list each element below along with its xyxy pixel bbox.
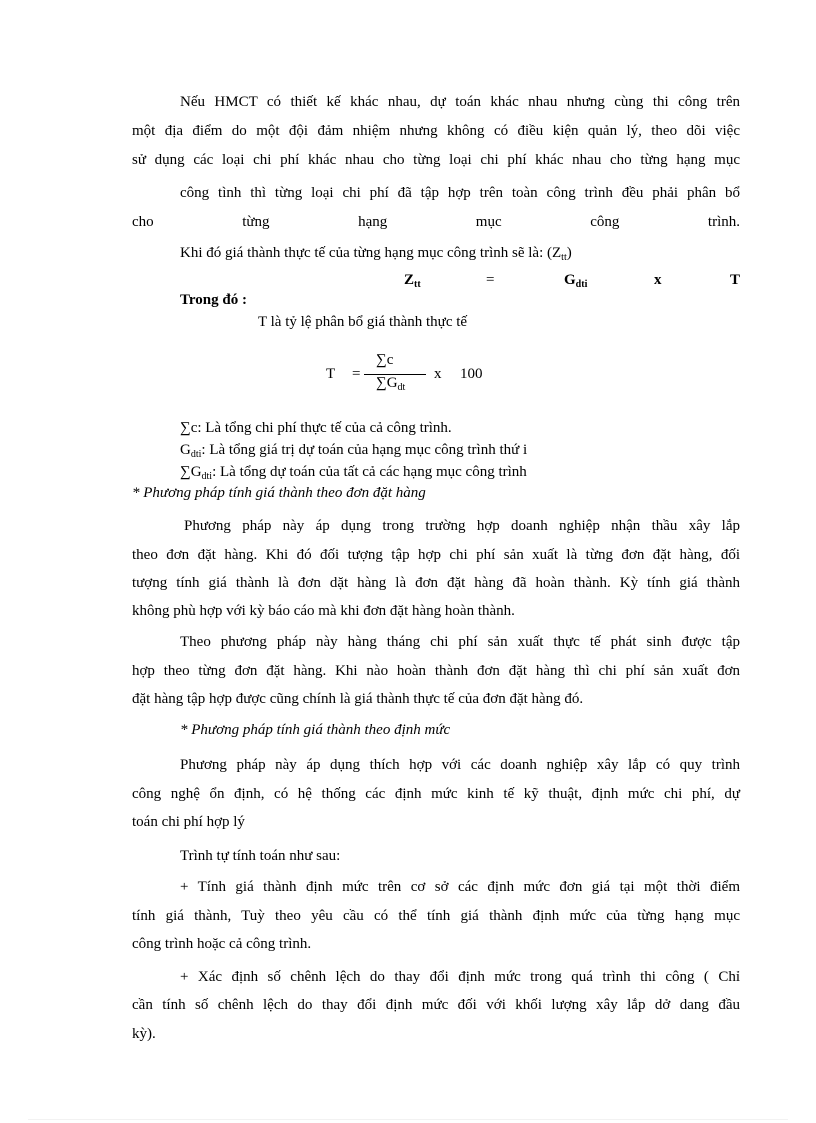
t-definition: T là tỷ lệ phân bổ giá thành thực tế: [258, 314, 468, 330]
p1-line-3: sử dụng các loại chi phí khác nhau cho từng loại chi phí khác nhau cho từng hạng mục: [132, 152, 740, 168]
p6-line: Trình tự tính toán như sau:: [180, 848, 341, 864]
formula2-lhs: T: [326, 366, 336, 382]
p4-line-2: hợp theo từng đơn đặt hàng. Khi nào hoàn thành đơn đặt hàng thì chi phí sản xuất đơn: [132, 663, 740, 679]
heading-norm-method: * Phương pháp tính giá thành theo định mức: [180, 722, 451, 738]
def-sum-c: ∑c: Là tổng chi phí thực tế của cả công trình.: [180, 420, 452, 436]
p5-line-3: toán chi phí hợp lý: [132, 814, 245, 830]
formula2-denominator: $\sum G_{dt}$: [376, 375, 406, 393]
formula1-g: $G_{dti}$: [564, 272, 588, 290]
trong-do-label: Trong đó :: [180, 292, 247, 308]
p7-line-2: tính giá thành, Tuỳ theo yêu cầu có thể tính giá thành định mức của từng hạng mục: [132, 908, 740, 924]
p3-line-2: theo đơn đặt hàng. Khi đó đối tượng tập hợp chi phí sản xuất là từng đơn đặt hàng, đối: [132, 547, 740, 563]
p8-line-2: cần tính số chênh lệch do thay đổi định mức đối với khối lượng xây lắp dở dang đầu: [132, 997, 740, 1013]
formula1-t: T: [730, 272, 741, 288]
formula1-eq: =: [486, 272, 495, 288]
p8-line-1: + Xác định số chênh lệch do thay đổi định mức trong quá trình thi công ( Chỉ: [180, 969, 740, 985]
formula1-z: $Z_{tt}$: [404, 272, 421, 290]
p1-line-5: cho từng hạng mục công trình.: [132, 214, 740, 230]
p1-line-2: một địa điểm do một đội đảm nhiệm nhưng không có điều kiện quản lý, theo dõi việc: [132, 123, 740, 139]
p3-line-3: tượng tính giá thành là đơn dặt hàng là đơn đặt hàng đã hoàn thành. Kỳ tính giá thành: [132, 575, 740, 591]
p8-line-3: kỳ).: [132, 1026, 156, 1042]
formula1-x: x: [654, 272, 662, 288]
page-bottom-rule: [28, 1119, 788, 1120]
p4-line-1: Theo phương pháp này hàng tháng chi phí sản xuất thực tế phát sinh được tập: [180, 634, 740, 650]
p4-line-3: đặt hàng tập hợp được cũng chính là giá thành thực tế của đơn đặt hàng đó.: [132, 691, 584, 707]
def-sum-g-dti: $\sum G_{dti}$: Là tổng dự toán của tất cả các hạng mục công trình: [180, 464, 527, 482]
p1-line-4: công tình thì từng loại chi phí đã tập hợp trên toàn công trình đều phải phân bổ: [180, 185, 740, 201]
p3-line-4: không phù hợp với kỳ báo cáo mà khi đơn đặt hàng hoàn thành.: [132, 603, 515, 619]
p7-line-1: + Tính giá thành định mức trên cơ sở các định mức đơn giá tại một thời điểm: [180, 879, 740, 895]
heading-order-method: * Phương pháp tính giá thành theo đơn đặt hàng: [132, 485, 426, 501]
p7-line-3: công trình hoặc cả công trình.: [132, 936, 312, 952]
p3-line-1: Phương pháp này áp dụng trong trường hợp doanh nghiệp nhận thầu xây lắp: [184, 518, 740, 534]
p2-line: Khi đó giá thành thực tế của từng hạng mục công trình sẽ là: $(Z_{tt})$: [180, 245, 572, 263]
formula2-hundred: 100: [460, 366, 483, 382]
formula2-numerator: ∑c: [376, 352, 394, 368]
def-g-dti: $G_{dti}$: Là tổng giá trị dự toán của hạng mục công trình thứ i: [180, 442, 528, 460]
formula2-eq: =: [352, 366, 361, 382]
formula2-times: x: [434, 366, 442, 382]
p5-line-1: Phương pháp này áp dụng thích hợp với các doanh nghiệp xây lắp có quy trình: [180, 757, 740, 773]
p5-line-2: công nghệ ổn định, có hệ thống các định mức kinh tế kỹ thuật, định mức chi phí, dự: [132, 786, 740, 802]
p1-line-1: Nếu HMCT có thiết kế khác nhau, dự toán khác nhau nhưng cùng thi công trên: [180, 94, 740, 110]
